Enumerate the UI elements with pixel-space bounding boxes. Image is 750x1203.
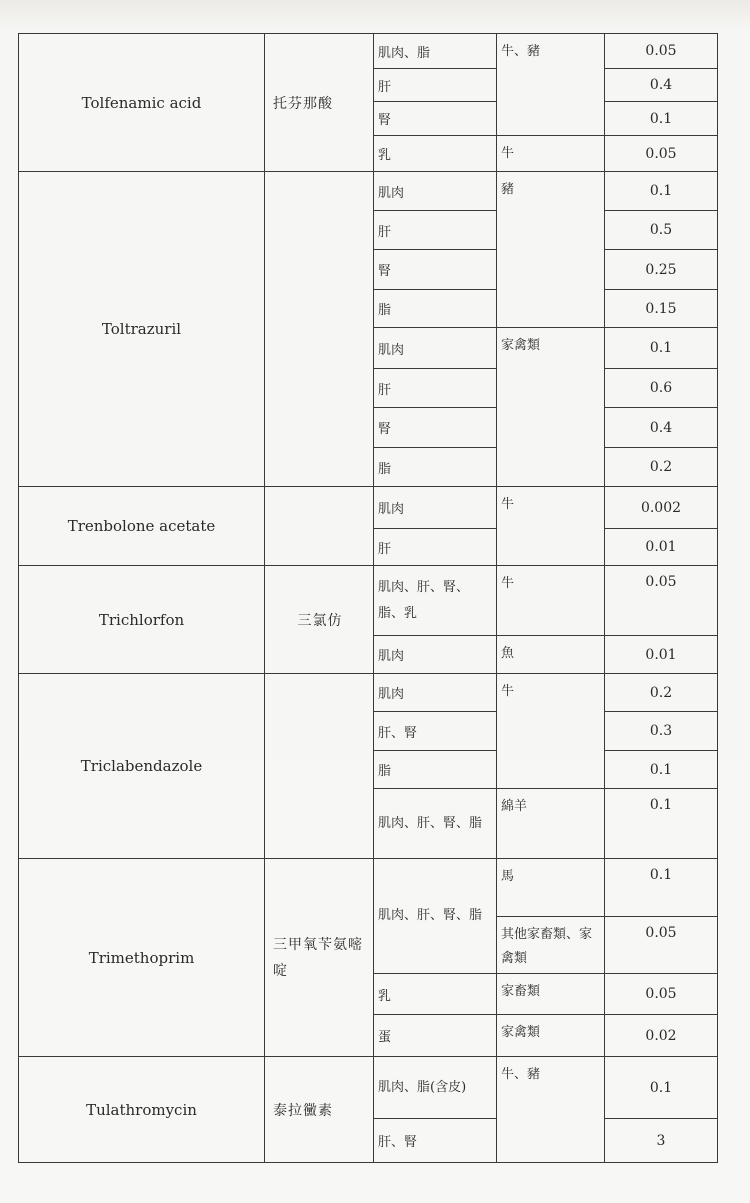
table-row [19,487,718,529]
drug-chinese-name: 三甲氧苄氨嘧啶 [265,859,374,1057]
mrl-value: 0.25 [605,250,718,290]
table-row [19,34,718,69]
species-cell: 家禽類 [497,1015,605,1057]
mrl-value: 0.5 [605,211,718,250]
mrl-value: 0.05 [605,34,718,69]
tissue-cell: 肌肉、肝、腎、脂、乳 [374,566,497,636]
mrl-value: 0.05 [605,136,718,172]
tissue-cell: 肝 [374,529,497,566]
species-cell: 綿羊 [497,789,605,859]
mrl-value: 0.05 [605,917,718,974]
species-cell: 家畜類 [497,974,605,1015]
species-cell: 家禽類 [497,328,605,487]
mrl-value: 0.1 [605,859,718,917]
mrl-value: 3 [605,1119,718,1163]
drug-name: Tulathromycin [19,1057,265,1163]
mrl-value: 0.1 [605,102,718,136]
tissue-cell: 乳 [374,136,497,172]
tissue-cell: 腎 [374,250,497,290]
species-cell: 牛 [497,487,605,566]
residue-limit-table [18,33,718,1163]
drug-name: Tolfenamic acid [19,34,265,172]
drug-name: Trenbolone acetate [19,487,265,566]
table-row [19,172,718,211]
drug-name: Trimethoprim [19,859,265,1057]
drug-name: Triclabendazole [19,674,265,859]
tissue-cell: 肌肉、脂(含皮) [374,1057,497,1119]
tissue-cell: 肝 [374,69,497,102]
species-cell: 魚 [497,636,605,674]
mrl-value: 0.2 [605,448,718,487]
tissue-cell: 肌肉、肝、腎、脂 [374,859,497,974]
tissue-cell: 肌肉 [374,172,497,211]
mrl-value: 0.1 [605,789,718,859]
species-cell: 牛 [497,566,605,636]
species-cell: 豬 [497,172,605,328]
mrl-value: 0.1 [605,172,718,211]
drug-chinese-name: 托芬那酸 [265,34,374,172]
mrl-value: 0.05 [605,974,718,1015]
tissue-cell: 肝、腎 [374,712,497,751]
drug-chinese-name: 三氯仿 [265,566,374,674]
mrl-value: 0.4 [605,408,718,448]
mrl-value: 0.2 [605,674,718,712]
mrl-value: 0.02 [605,1015,718,1057]
drug-name: Toltrazuril [19,172,265,487]
table-row [19,859,718,917]
drug-chinese-name: 泰拉黴素 [265,1057,374,1163]
drug-name: Trichlorfon [19,566,265,674]
mrl-value: 0.05 [605,566,718,636]
tissue-cell: 肌肉 [374,487,497,529]
tissue-cell: 肌肉、脂 [374,34,497,69]
table-row [19,674,718,712]
mrl-value: 0.002 [605,487,718,529]
drug-chinese-name [265,487,374,566]
mrl-value: 0.15 [605,290,718,328]
mrl-value: 0.6 [605,369,718,408]
tissue-cell: 肝 [374,369,497,408]
tissue-cell: 腎 [374,102,497,136]
species-cell: 馬 [497,859,605,917]
table-row [19,1057,718,1119]
tissue-cell: 脂 [374,448,497,487]
tissue-cell: 肝 [374,211,497,250]
drug-chinese-name [265,172,374,487]
table-row [19,566,718,636]
tissue-cell: 脂 [374,751,497,789]
species-cell: 牛 [497,674,605,789]
mrl-value: 0.01 [605,636,718,674]
mrl-value: 0.4 [605,69,718,102]
tissue-cell: 肌肉 [374,328,497,369]
mrl-value: 0.1 [605,751,718,789]
tissue-cell: 肌肉 [374,636,497,674]
tissue-cell: 腎 [374,408,497,448]
mrl-value: 0.3 [605,712,718,751]
mrl-value: 0.1 [605,328,718,369]
species-cell: 牛 [497,136,605,172]
tissue-cell: 肌肉 [374,674,497,712]
drug-chinese-name [265,674,374,859]
mrl-value: 0.1 [605,1057,718,1119]
species-cell: 牛、豬 [497,1057,605,1163]
tissue-cell: 脂 [374,290,497,328]
mrl-value: 0.01 [605,529,718,566]
tissue-cell: 乳 [374,974,497,1015]
species-cell: 其他家畜類、家禽類 [497,917,605,974]
tissue-cell: 肌肉、肝、腎、脂 [374,789,497,859]
tissue-cell: 蛋 [374,1015,497,1057]
tissue-cell: 肝、腎 [374,1119,497,1163]
species-cell: 牛、豬 [497,34,605,136]
